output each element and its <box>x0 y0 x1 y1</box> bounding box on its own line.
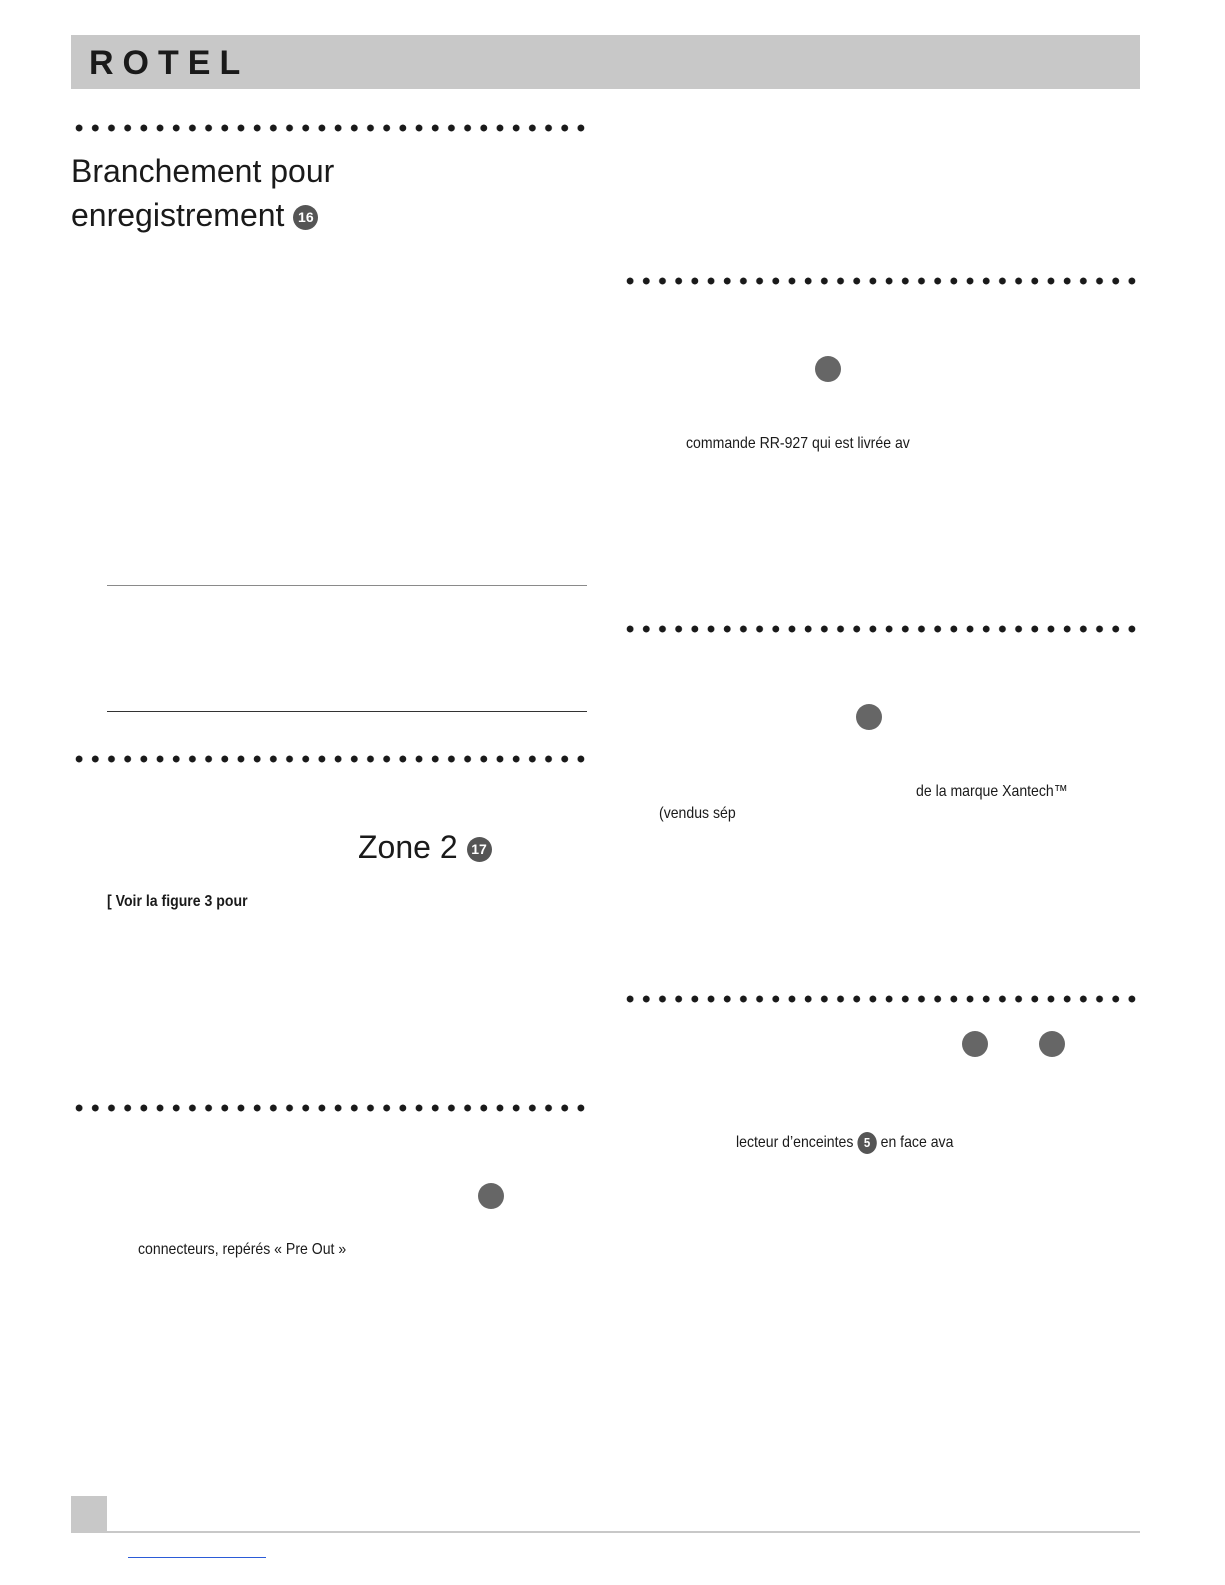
recording-title-line1: Branchement pour <box>71 153 335 189</box>
zone2-figure-note: [ Voir la figure 3 pour <box>107 893 248 910</box>
callout-circle <box>856 704 882 730</box>
xantech-text: de la marque Xantech™ <box>916 783 1068 800</box>
zone2-title-text: Zone 2 <box>358 829 458 865</box>
recording-title-line2 <box>71 197 318 233</box>
remote-text: commande RR-927 qui est livrée av <box>686 435 910 452</box>
speaker-text-before: lecteur d’enceintes <box>736 1134 854 1152</box>
zone2-badge: 17 <box>467 837 492 862</box>
header-bar <box>71 35 1140 89</box>
speaker-badge: 5 <box>857 1132 876 1154</box>
speaker-line <box>736 1132 953 1154</box>
callout-circle <box>478 1183 504 1209</box>
callout-circle <box>815 356 841 382</box>
note-rule-top <box>107 585 587 586</box>
recording-badge: 16 <box>293 205 318 230</box>
callout-circle <box>962 1031 988 1057</box>
speaker-text-after: en face ava <box>880 1134 954 1152</box>
preout-text: connecteurs, repérés « Pre Out » <box>138 1241 347 1258</box>
section-divider <box>622 624 1142 634</box>
xantech-text-2: (vendus sép <box>659 805 736 822</box>
brand-logo: ROTEL <box>89 44 250 82</box>
section-divider <box>71 754 591 764</box>
section-divider <box>71 1103 591 1113</box>
note-rule-bottom <box>107 711 587 712</box>
section-divider <box>622 276 1142 286</box>
section-divider <box>622 994 1142 1004</box>
footer-link[interactable] <box>128 1557 266 1558</box>
zone2-title <box>358 829 492 865</box>
page-number-box <box>71 1496 107 1532</box>
footer-rule <box>71 1531 1140 1533</box>
callout-circle <box>1039 1031 1065 1057</box>
section-divider <box>71 123 591 133</box>
recording-title-text: enregistrement <box>71 197 285 233</box>
